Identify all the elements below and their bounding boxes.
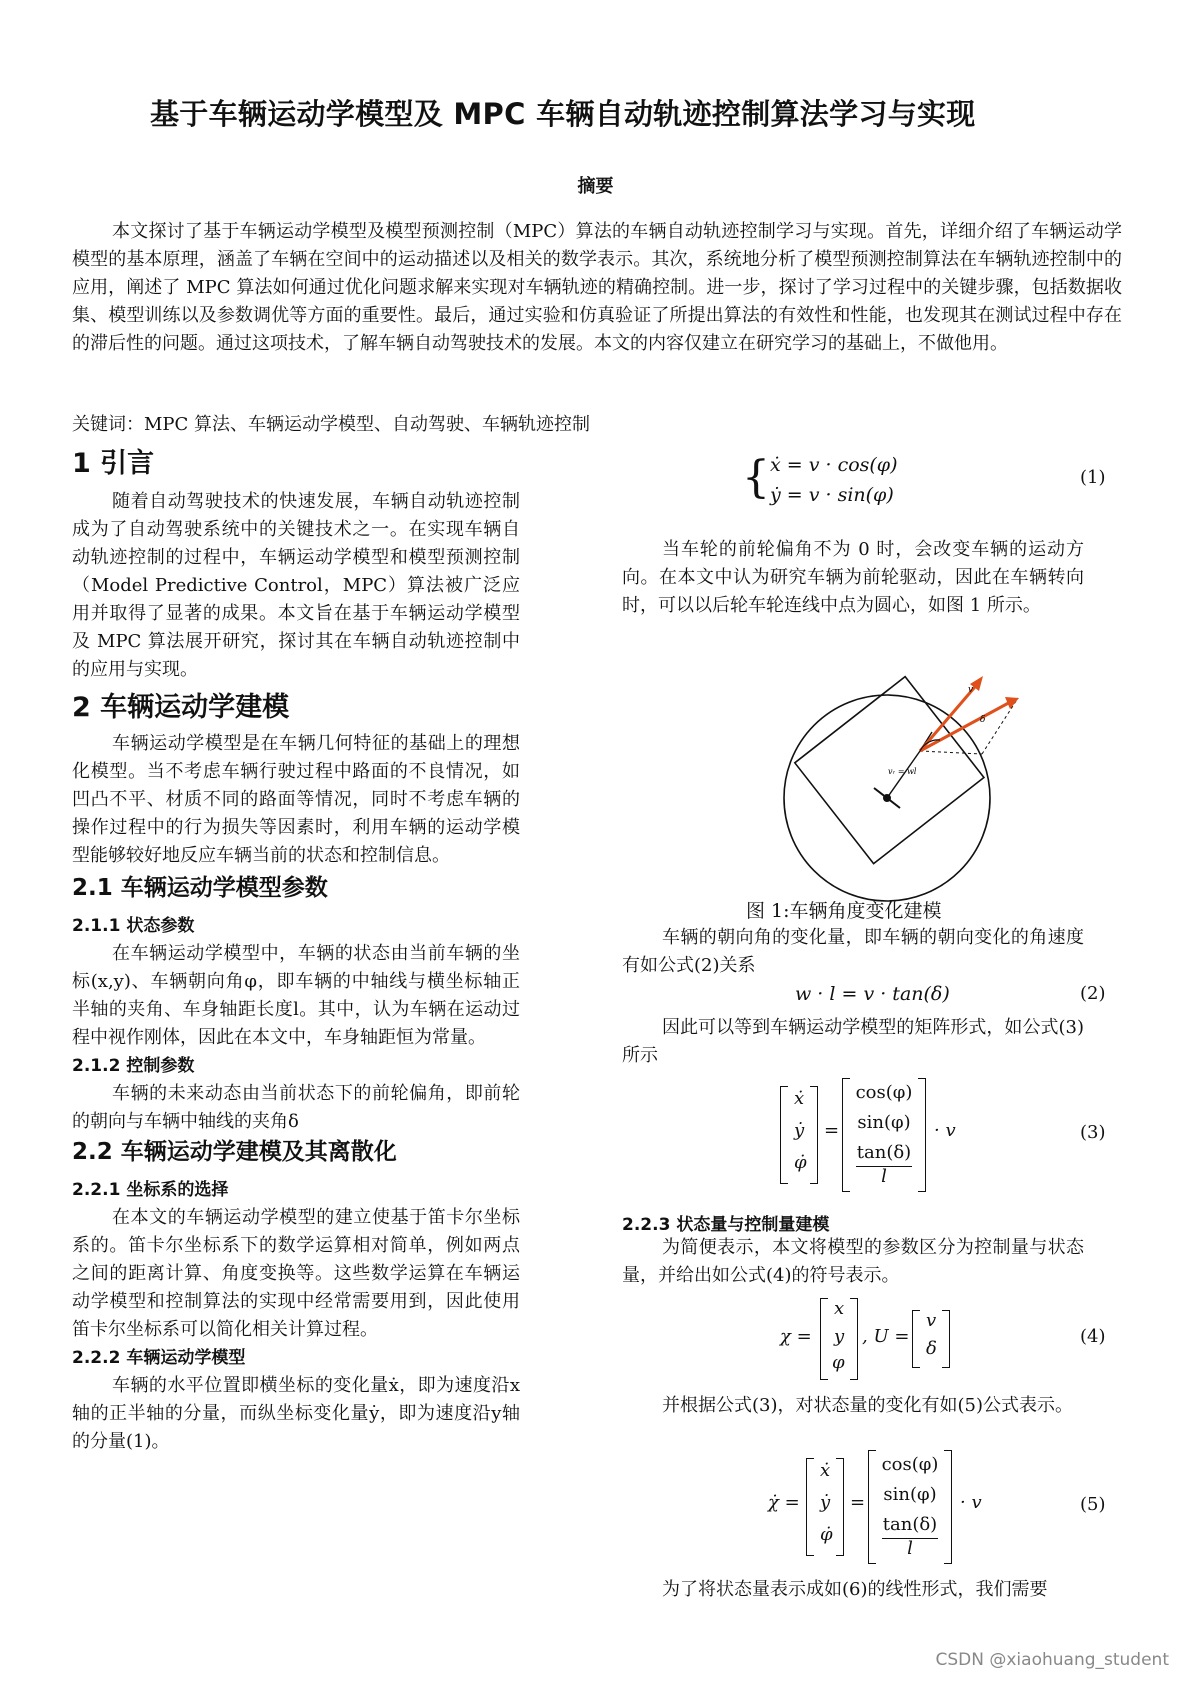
velocity-front-arrow bbox=[920, 700, 1014, 751]
section-1-paragraph: 随着自动驾驶技术的快速发展，车辆自动轨迹控制成为了自动驾驶系统中的关键技术之一。在实现车辆自动轨迹控制的过程中，车辆运动学模型和模型预测控制（Model Predictive Control，MPC）算法被广泛应用并取得了显著的成果。本文旨在基于车辆运动学模型及 MPC 算法展开研究，探讨其在车辆自动轨迹控制中的应用与实现。 bbox=[72, 491, 520, 680]
eq4-x: x bbox=[834, 1298, 845, 1319]
section-2-paragraph: 车辆运动学模型是在车辆几何特征的基础上的理想化模型。当不考虑车辆行驶过程中路面的不良情况，如凹凸不平、材质不同的路面等情况，同时不考虑车辆的操作过程中的行为损失等因素时，利用车辆的运动学模型能够较好地反应车辆当前的状态和控制信息。 bbox=[72, 733, 520, 866]
eq3-cos: cos(φ) bbox=[855, 1082, 913, 1103]
eq1-number: (1) bbox=[1080, 467, 1106, 488]
eq4-delta: δ bbox=[926, 1338, 937, 1359]
eq3: ẋ ẏ φ̇ = cos(φ) sin(φ) tan(δ) l · v bbox=[780, 1078, 980, 1190]
section-2-1-1-paragraph: 在车辆运动学模型中，车辆的状态由当前车辆的坐标(x,y)、车辆朝向角φ，即车辆的中轴线与横坐标轴正半轴的夹角、车身轴距长度l。其中，认为车辆在运动过程中视作刚体，因此在本文中，车身轴距恒为常量。 bbox=[72, 943, 520, 1048]
section-1-title: 1 引言 bbox=[72, 448, 155, 479]
right-paragraph-5 bbox=[622, 1392, 1084, 1420]
abstract-heading: 摘要 bbox=[577, 176, 614, 197]
section-2-1-2-paragraph: 车辆的未来动态由当前状态下的前轮偏角，即前轮的朝向与车辆中轴线的夹角δ bbox=[72, 1083, 520, 1132]
label-vr: vᵣ = wl bbox=[888, 767, 917, 776]
dashed-line bbox=[920, 751, 982, 754]
eq4-y: y bbox=[834, 1326, 845, 1347]
right-paragraph-6 bbox=[622, 1576, 1084, 1604]
eq5-number: (5) bbox=[1080, 1494, 1106, 1515]
eq3-tan: tan(δ) bbox=[856, 1142, 912, 1163]
rear-center-point bbox=[883, 794, 891, 802]
eq3-x-dot: ẋ bbox=[794, 1088, 805, 1109]
eq4-number: (4) bbox=[1080, 1326, 1106, 1347]
right-p2-text: 车辆的朝向角的变化量，即车辆的朝向变化的角速度有如公式(2)关系 bbox=[622, 927, 1084, 976]
eq3-l: l bbox=[881, 1166, 887, 1187]
right-p1-text: 当车轮的前轮偏角不为 0 时，会改变车辆的运动方向。在本文中认为研究车辆为前轮驱动，因此在车辆转向时，可以以后轮车轮连线中点为圆心，如图 1 所示。 bbox=[622, 539, 1084, 616]
eq5-v: · v bbox=[960, 1492, 982, 1513]
eq1-line2: ẏ = v · sin(φ) bbox=[770, 484, 894, 506]
eq3-sin: sin(φ) bbox=[857, 1112, 911, 1133]
keywords: 关键词：MPC 算法、车辆运动学模型、自动驾驶、车辆轨迹控制 bbox=[72, 414, 591, 435]
abstract-text: 本文探讨了基于车辆运动学模型及模型预测控制（MPC）算法的车辆自动轨迹控制学习与实现。首先，详细介绍了车辆运动学模型的基本原理，涵盖了车辆在空间中的运动描述以及相关的数学表示。其次，系统地分析了模型预测控制算法在车辆轨迹控制中的应用，阐述了 MPC 算法如何通过优化问题求解来实现对车辆轨迹的精确控制。进一步，探讨了学习过程中的关键步骤，包括数据收集、模型训练以及参数调优等方面的重要性。最后，通过实验和仿真验证了所提出算法的有效性和性能，也发现其在测试过程中存在的滞后性的问题。通过这项技术，了解车辆自动驾驶技术的发展。本文的内容仅建立在研究学习的基础上，不做他用。 bbox=[72, 221, 1122, 354]
eq1-line1: ẋ = v · cos(φ) bbox=[770, 454, 898, 476]
section-2-1-title: 2.1 车辆运动学模型参数 bbox=[72, 875, 328, 901]
eq3-phi-dot: φ̇ bbox=[794, 1152, 807, 1173]
abstract bbox=[72, 218, 1122, 358]
right-paragraph-1 bbox=[622, 536, 1084, 620]
eq5-l: l bbox=[907, 1538, 913, 1559]
eq3-v: · v bbox=[934, 1120, 956, 1141]
right-p4-text: 为简便表示，本文将模型的参数区分为控制量与状态量，并给出如公式(4)的符号表示。 bbox=[622, 1237, 1084, 1286]
right-paragraph-3 bbox=[622, 1014, 1084, 1070]
eq1-brace: { bbox=[742, 452, 770, 503]
label-delta: δ bbox=[980, 715, 986, 725]
section-2-title: 2 车辆运动学建模 bbox=[72, 692, 290, 723]
eq2: w · l = v · tan(δ) bbox=[795, 983, 950, 1005]
eq4-u: , U = bbox=[862, 1326, 910, 1347]
eq4-chi: χ = bbox=[780, 1326, 812, 1347]
section-2-2-3-title: 2.2.3 状态量与控制量建模 bbox=[622, 1215, 830, 1235]
section-2-2-title: 2.2 车辆运动学建模及其离散化 bbox=[72, 1139, 397, 1165]
eq4 bbox=[780, 1298, 980, 1378]
eq2-number: (2) bbox=[1080, 983, 1106, 1004]
eq5-lhs: χ̇ = bbox=[768, 1492, 800, 1513]
right-p3-text: 因此可以等到车辆运动学模型的矩阵形式，如公式(3)所示 bbox=[622, 1017, 1084, 1066]
eq4-phi: φ bbox=[832, 1352, 845, 1373]
right-p5-text: 并根据公式(3)，对状态量的变化有如(5)公式表示。 bbox=[662, 1395, 1073, 1416]
section-2-2-1-title: 2.2.1 坐标系的选择 bbox=[72, 1180, 229, 1200]
section-2-1-1-title: 2.1.1 状态参数 bbox=[72, 916, 195, 936]
label-v: v bbox=[968, 685, 974, 695]
right-paragraph-2 bbox=[622, 924, 1084, 980]
eq5-y-dot: ẏ bbox=[820, 1492, 831, 1513]
eq5-cos: cos(φ) bbox=[881, 1454, 939, 1475]
section-2-1-2-title: 2.1.2 控制参数 bbox=[72, 1056, 195, 1076]
eq4-v: v bbox=[926, 1310, 937, 1331]
eq3-number: (3) bbox=[1080, 1122, 1106, 1143]
eq3-y-dot: ẏ bbox=[794, 1120, 805, 1141]
right-p6-text: 为了将状态量表示成如(6)的线性形式，我们需要 bbox=[662, 1579, 1048, 1600]
left-column bbox=[72, 450, 520, 1456]
eq5-tan: tan(δ) bbox=[882, 1514, 938, 1535]
eq5-sin: sin(φ) bbox=[883, 1484, 937, 1505]
figure-vehicle-steering bbox=[770, 670, 1030, 910]
paper-title: 基于车辆运动学模型及 MPC 车辆自动轨迹控制算法学习与实现 bbox=[150, 97, 976, 131]
eq5: χ̇ = ẋ ẏ φ̇ = cos(φ) sin(φ) tan(δ) l · v bbox=[768, 1450, 1008, 1562]
watermark: CSDN @xiaohuang_student bbox=[935, 1650, 1169, 1670]
figure-1-caption: 图 1:车辆角度变化建模 bbox=[746, 900, 942, 922]
eq5-phi-dot: φ̇ bbox=[820, 1524, 833, 1545]
section-2-2-1-paragraph: 在本文的车辆运动学模型的建立使基于笛卡尔坐标系的。笛卡尔坐标系下的数学运算相对简单，例如两点之间的距离计算、角度变换等。这些数学运算在车辆运动学模型和控制算法的实现中经常需要用到，因此使用笛卡尔坐标系可以简化相关计算过程。 bbox=[72, 1207, 520, 1340]
right-paragraph-4 bbox=[622, 1234, 1084, 1290]
section-2-2-2-paragraph: 车辆的水平位置即横坐标的变化量ẋ，即为速度沿x轴的正半轴的分量，而纵坐标变化量ẏ，即为速度沿y轴的分量(1)。 bbox=[72, 1375, 520, 1452]
section-2-2-2-title: 2.2.2 车辆运动学模型 bbox=[72, 1348, 246, 1368]
eq5-x-dot: ẋ bbox=[820, 1460, 831, 1481]
